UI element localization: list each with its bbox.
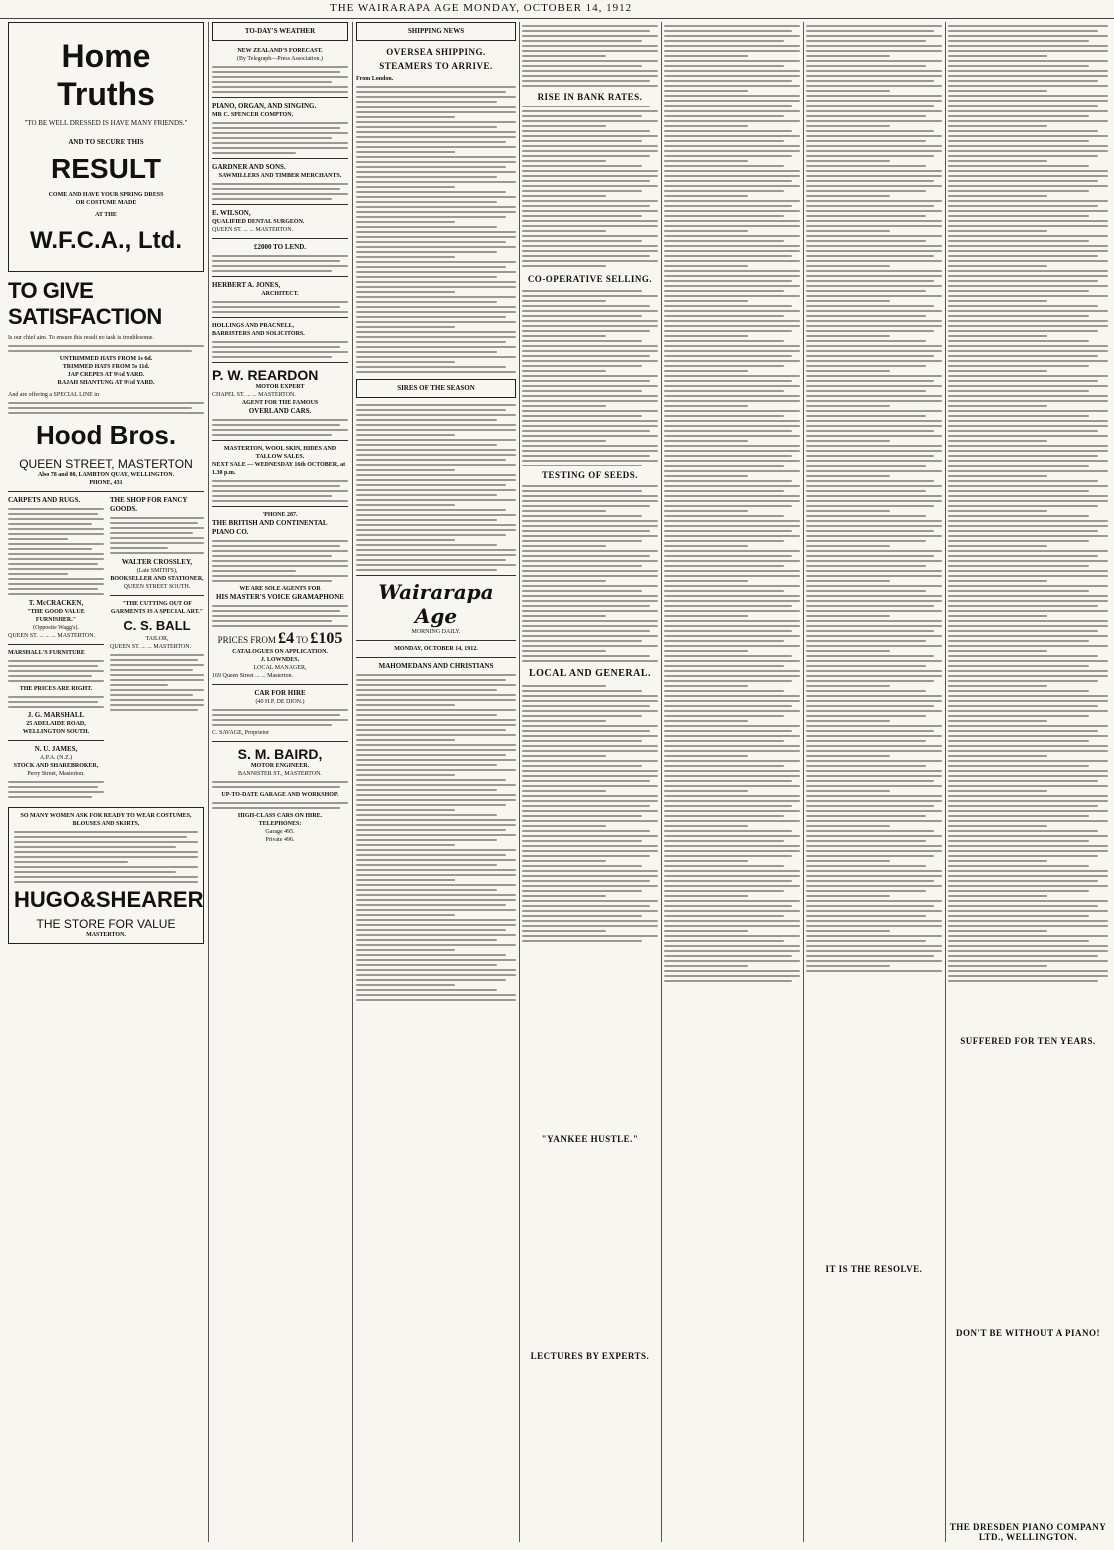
ad-name: T. McCRACKEN, [28, 599, 84, 607]
body-text [212, 480, 348, 502]
ad-title: CAR FOR HIRE [254, 689, 306, 697]
section-heading: LECTURES BY EXPERTS. [530, 1351, 650, 1361]
ad-line: And are offering a SPECIAL LINE in [8, 392, 99, 398]
hugo-shearer-ad [8, 807, 204, 944]
ad-title: PIANO, ORGAN, AND SINGING. [212, 102, 317, 110]
ad-line: BOOKSELLER AND STATIONER, [110, 576, 204, 582]
body-text [212, 255, 348, 272]
body-text [212, 183, 348, 200]
ad-address: CHAPEL ST. ... ... MASTERTON. [212, 392, 296, 398]
ad-name: J. LOWNDES, [260, 657, 300, 663]
ad-line: AND TO SECURE THIS [68, 138, 144, 146]
ad-slogan: "THE GOOD VALUE FURNISHER." [27, 609, 85, 623]
column-1-advertisements [8, 22, 204, 1542]
ad-title: THE SHOP FOR FANCY GOODS. [110, 496, 188, 513]
newspaper-running-title: THE WAIRARAPA AGE MONDAY, OCTOBER 14, 1912 [330, 2, 633, 14]
ad-line: MOTOR ENGINEER. [250, 763, 310, 769]
body-text [110, 517, 204, 554]
ad-item: UNTRIMMED HATS FROM 1s 6d. [59, 356, 153, 362]
ad-address: QUEEN ST. ... ... MASTERTON. [212, 227, 294, 233]
ad-line: THE PRICES ARE RIGHT. [19, 686, 93, 692]
ad-line: "THE CUTTING OUT OF GARMENTS IS A SPECIAL ART." [110, 601, 204, 615]
ad-address: WELLINGTON SOUTH. [22, 729, 90, 735]
ad-firm: Hood Bros. [35, 420, 177, 450]
ad-title: MASTERTON, WOOL SKIN, HIDES AND TALLOW SALES. [223, 446, 337, 460]
hood-bros-ad [8, 278, 204, 487]
section-heading: TESTING OF SEEDS. [542, 470, 638, 480]
body-text [110, 654, 204, 711]
body-text [8, 696, 104, 708]
ad-name: N. U. JAMES, [34, 745, 78, 753]
weather-byline: (By Telegraph—Press Association.) [237, 56, 323, 62]
ad-line: AT THE [95, 212, 117, 218]
section-heading: DON'T BE WITHOUT A PIANO! [955, 1328, 1101, 1338]
ad-name: MR C. SPENCER COMPTON, [212, 112, 294, 118]
body-text [212, 301, 348, 313]
body-text [212, 709, 348, 726]
ad-line: HIS MASTER'S VOICE GRAMAPHONE [216, 593, 344, 601]
column-4-news [522, 22, 658, 1542]
ad-title: SO MANY WOMEN ASK FOR READY TO WEAR COSTUMES, BLOUSES AND SKIRTS, [20, 813, 192, 827]
column-rule [519, 22, 520, 1542]
ad-line: (Late SMITH'S), [136, 568, 178, 574]
section-label: From London. [356, 76, 394, 82]
column-2-advertisements [212, 22, 348, 1542]
ad-title: P. W. REARDON [212, 367, 319, 383]
ad-address: QUEEN STREET, MASTERTON [19, 457, 193, 471]
ad-title: GARDNER AND SONS. [212, 163, 286, 171]
section-heading: SUFFERED FOR TEN YEARS. [960, 1036, 1096, 1046]
weather-heading: TO-DAY'S WEATHER [212, 22, 348, 41]
section-heading: LOCAL AND GENERAL. [528, 668, 652, 679]
ad-line: COME AND HAVE YOUR SPRING DRESS [48, 192, 164, 198]
column-rule [661, 22, 662, 1542]
ad-headline: TO GIVE SATISFACTION [8, 278, 162, 329]
ad-address: Perry Street, Masterton. [27, 771, 85, 777]
ad-line: OR COSTUME MADE [75, 200, 137, 206]
body-text [212, 341, 348, 358]
column-6-news [806, 22, 942, 1542]
column-rule [803, 22, 804, 1542]
ad-line: ARCHITECT. [261, 291, 299, 297]
body-text [8, 345, 204, 352]
price-label: PRICES FROM [217, 635, 276, 645]
ad-item: JAP CREPES AT 9½d YARD. [67, 372, 145, 378]
ad-item: RAJAH SHANTUNG AT 9½d YARD. [57, 380, 155, 386]
ad-title: HERBERT A. JONES, [212, 281, 281, 289]
column-3-shipping [356, 22, 516, 1542]
ad-firm: HUGO&SHEARER [14, 887, 204, 912]
ad-line: WE ARE SOLE AGENTS FOR [239, 586, 321, 592]
ad-line: LOCAL MANAGER, [253, 665, 307, 671]
body-text [212, 605, 348, 627]
masthead-title: Wairarapa Age [378, 580, 494, 628]
ad-name: C. S. BALL [123, 618, 191, 633]
section-heading: SHIPPING NEWS [356, 22, 516, 41]
section-heading: "YANKEE HUSTLE." [541, 1134, 639, 1144]
masthead-subtitle: MORNING DAILY. [411, 629, 461, 635]
ad-address: BANNISTER ST., MASTERTON. [238, 771, 322, 777]
body-text [664, 25, 800, 982]
body-text [8, 660, 104, 682]
ad-phone: Private 496. [265, 837, 295, 843]
ad-address: Also 78 and 80, LAMBTON QUAY, WELLINGTON. [37, 472, 175, 478]
body-text [8, 508, 104, 595]
section-subheading: OVERSEA SHIPPING. [386, 47, 486, 57]
body-text [212, 540, 348, 582]
ad-title: E. WILSON, [212, 209, 251, 217]
home-truths-ad [8, 22, 204, 272]
ad-address: QUEEN ST. ... ... MASTERTON. [110, 644, 192, 650]
body-text [8, 781, 104, 798]
ad-prices [212, 630, 348, 648]
section-heading: SIRES OF THE SEASON [356, 379, 516, 398]
page-header [0, 0, 1114, 19]
section-heading: THE DRESDEN PIANO COMPANY LTD., WELLINGTON. [949, 1522, 1107, 1542]
column-rule [352, 22, 353, 1542]
carpets-and-fancy-goods [8, 496, 204, 801]
ad-intro: Is our chief aim. To ensure this result no task is troublesome. [8, 335, 154, 341]
body-text [212, 781, 348, 788]
ad-quote: "TO BE WELL DRESSED IS HAVE MANY FRIENDS." [24, 119, 188, 127]
ad-line: OVERLAND CARS. [248, 407, 312, 415]
body-text [212, 802, 348, 809]
section-heading: IT IS THE RESOLVE. [825, 1264, 923, 1274]
ad-firm: W.F.C.A., Ltd. [30, 227, 182, 254]
ad-line: BARRISTERS AND SOLICITORS. [212, 331, 305, 337]
ad-line: HIGH-CLASS CARS ON HIRE. [237, 813, 323, 819]
body-text [212, 419, 348, 436]
section-subheading: STEAMERS TO ARRIVE. [379, 61, 493, 71]
ad-phone: PHONE, 431 [89, 480, 123, 486]
column-7-news [948, 22, 1108, 1542]
ad-title: Home Truths [57, 38, 155, 112]
ad-line: SAWMILLERS AND TIMBER MERCHANTS. [218, 173, 342, 179]
body-text [356, 404, 516, 571]
ad-line: (40 H.P. DE DION.) [255, 699, 305, 705]
ad-line: TAILOR, [145, 636, 169, 642]
ad-line: TELEPHONES: [258, 821, 302, 827]
ad-line: MOTOR EXPERT [255, 384, 305, 390]
body-text [806, 25, 942, 972]
ad-address: 169 Queen Street ... ... Masterton. [212, 673, 293, 679]
column-rule [208, 22, 209, 1542]
ad-line: (Opposite Wagg's). [33, 625, 79, 631]
ad-result: RESULT [51, 153, 161, 184]
column-5-news [664, 22, 800, 1542]
ad-item: TRIMMED HATS FROM 5s 11d. [62, 364, 150, 370]
body-text [948, 25, 1108, 982]
body-text [212, 66, 348, 93]
column-rule [945, 22, 946, 1542]
ad-line: NEXT SALE — WEDNESDAY 16th OCTOBER, at 1.30 p.m. [212, 462, 346, 476]
body-text [14, 831, 198, 883]
ad-line: CATALOGUES ON APPLICATION. [232, 649, 328, 655]
price-value: £4 [278, 630, 295, 647]
ad-name: WALTER CROSSLEY, [121, 558, 193, 566]
ad-slogan: THE STORE FOR VALUE [36, 917, 176, 931]
body-text [8, 402, 204, 414]
leader-heading: MAHOMEDANS AND CHRISTIANS [378, 662, 494, 670]
ad-title: THE BRITISH AND CONTINENTAL PIANO CO. [212, 519, 328, 536]
ad-address: QUEEN STREET SOUTH. [123, 584, 191, 590]
body-text [356, 86, 516, 373]
body-text [356, 674, 516, 1001]
ad-title: £2000 TO LEND. [253, 243, 307, 251]
ad-line: C. SAVAGE, Proprietor [212, 730, 270, 736]
ad-line: UP-TO-DATE GARAGE AND WORKSHOP. [221, 792, 339, 798]
ad-phone: 'PHONE 287. [262, 512, 298, 518]
ad-line: A.P.A. (N.Z.) [39, 755, 73, 761]
price-label: TO [296, 635, 309, 645]
ad-title: HOLLINGS AND PRACNELL, [212, 323, 295, 329]
ad-title: S. M. BAIRD, [237, 746, 323, 762]
body-text [212, 122, 348, 154]
weather-subhead: NEW ZEALAND'S FORECAST. [237, 48, 323, 54]
price-value: £105 [310, 630, 343, 647]
ad-phone: Garage 495. [265, 829, 295, 835]
ad-address: QUEEN ST. ... ... ... MASTERTON. [8, 633, 96, 639]
ad-title: MARSHALL'S FURNITURE [8, 650, 85, 656]
section-heading: RISE IN BANK RATES. [537, 92, 643, 102]
ad-address: MASTERTON. [86, 932, 126, 938]
ad-address: 25 ADELAIDE ROAD, [26, 721, 86, 727]
section-heading: CO-OPERATIVE SELLING. [527, 274, 653, 284]
ad-line: STOCK AND SHAREBROKER, [13, 763, 99, 769]
ad-title: CARPETS AND RUGS. [8, 496, 81, 504]
ad-line: AGENT FOR THE FAMOUS [241, 400, 319, 406]
masthead-date: MONDAY, OCTOBER 14, 1912. [394, 646, 478, 652]
ad-line: QUALIFIED DENTAL SURGEON. [212, 219, 305, 225]
ad-name: J. G. MARSHALL [27, 711, 85, 719]
body-text [522, 25, 658, 942]
